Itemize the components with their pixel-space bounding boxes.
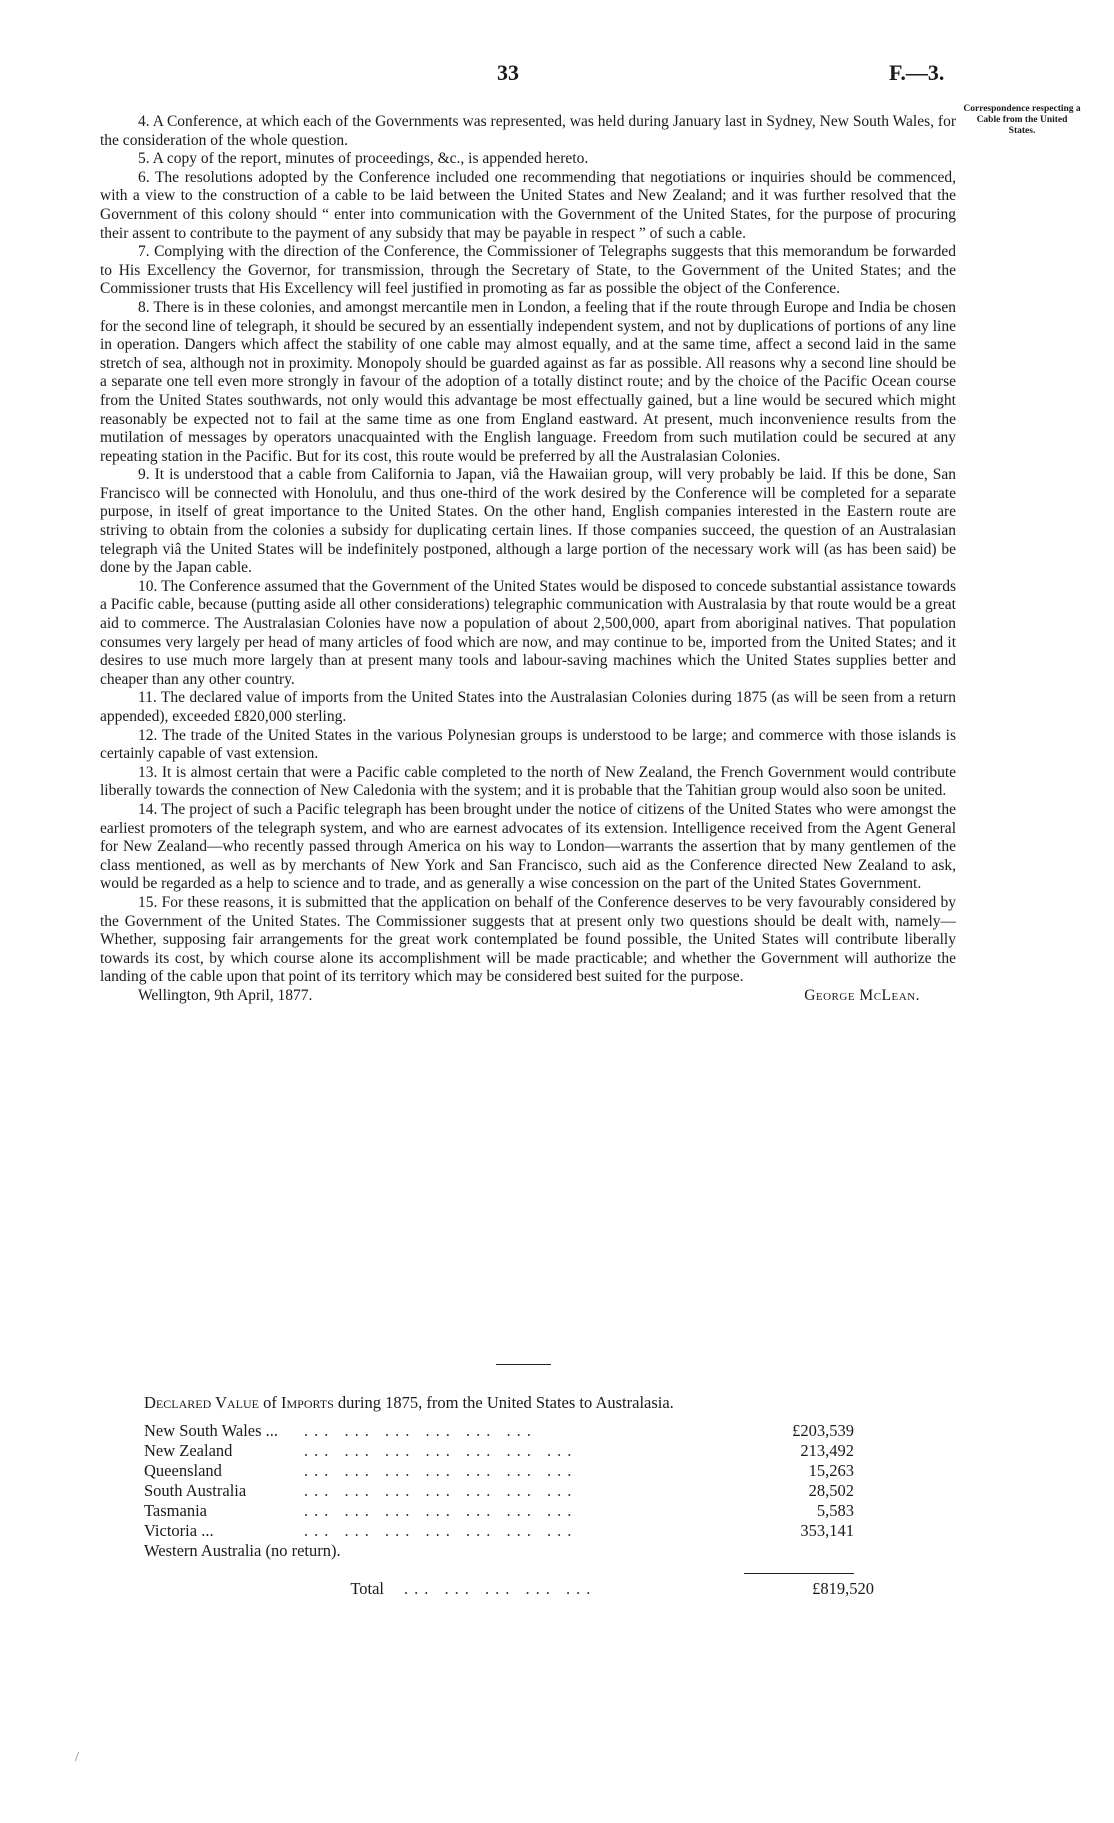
leader-dots: ... ... ... ... ... xyxy=(404,1579,597,1598)
table-title xyxy=(144,1393,924,1413)
table-title-part: Declared Value xyxy=(144,1393,259,1412)
paragraph-15: 15. For these reasons, it is submitted that the application on behalf of the Conference deserves to be very favourably considered by the Government of the United States. The Commissioner suggests that at present only two questions should be dealt with, namely—Whether, supposing fair arrangements for the great work contemplated be found possible, the United States will contribute liberally towards its cost, by which course alone its accomplishment will be made practicable; and whether the Government will authorize the landing of the cable upon that point of its territory which may be considered best suited for the purpose. xyxy=(100,893,956,986)
paragraph-10: 10. The Conference assumed that the Government of the United States would be disposed to concede substantial assistance towards a Pacific cable, because (putting aside all other considerations) telegraphic communication with Australasia by that route would be a great aid to commerce. The Australasian Colonies have now a population of about 2,500,000, apart from aboriginal natives. That population consumes very largely per head of many articles of food which are now, and may continue to be, imported from the United States; and it desires to use much more largely than at present many tools and labour-saving machines which the United States supplies better and cheaper than any other country. xyxy=(100,577,956,688)
leader-dots: ... ... ... ... ... ... ... xyxy=(304,1521,578,1540)
total-value: £819,520 xyxy=(812,1579,874,1598)
leader-dots: ... ... ... ... ... ... ... xyxy=(304,1481,578,1500)
table-row xyxy=(144,1481,924,1501)
colony-name: New South Wales ... xyxy=(144,1421,279,1440)
leader-dots: ... ... ... ... ... ... ... xyxy=(304,1461,578,1480)
table-title-part: during 1875, from the United States to Australasia. xyxy=(333,1393,674,1412)
total-rule xyxy=(744,1573,854,1574)
colony-name: South Australia xyxy=(144,1481,247,1500)
colony-name: Queensland xyxy=(144,1461,222,1480)
import-value: 5,583 xyxy=(816,1501,854,1520)
paragraph-4: 4. A Conference, at which each of the Governments was represented, was held during January last in Sydney, New South Wales, for the consideration of the whole question. xyxy=(100,113,956,149)
table-row xyxy=(144,1441,924,1461)
page-number: 33 xyxy=(497,60,519,85)
import-value: 213,492 xyxy=(800,1441,854,1460)
table-row xyxy=(144,1521,924,1541)
paragraph-7: 7. Complying with the direction of the Conference, the Commissioner of Telegraphs suggests that this memorandum be forwarded to His Excellency the Governor, for transmission, through the Secretary of State, to the Government of the United States; and the Commissioner trusts that His Excellency will feel justified in promoting as far as possible the object of the Conference. xyxy=(100,243,956,298)
paragraph-14: 14. The project of such a Pacific telegraph has been brought under the notice of citizens of the United States who were amongst the earliest promoters of the telegraph system, and who are earnest advocates of its extension. Intelligence received from the Agent General for New Zealand—who recently passed through America on his way to London—warrants the assertion that by many gentlemen of the class mentioned, as well as by merchants of New York and San Francisco, such aid as the Conference directed New Zealand to ask, would be regarded as a help to science and to trade, and as generally a wise concession on the part of the United States Government. xyxy=(100,800,956,893)
table-title-part: Imports xyxy=(280,1393,334,1412)
table-note: Western Australia (no return). xyxy=(144,1541,341,1560)
import-value: 353,141 xyxy=(800,1521,854,1540)
leader-dots: ... ... ... ... ... ... ... xyxy=(304,1441,578,1460)
paragraph-9: 9. It is understood that a cable from California to Japan, viâ the Hawaiian group, will very probably be laid. If this be done, San Francisco will be connected with Honolulu, and thus one-third of the work desired by the Conference will be completed for a separate purpose, in itself of great importance to the United States. On the other hand, English companies interested in the Eastern route are striving to obtain from the colonies a subsidy for duplicating certain lines. If those companies succeed, the question of an Australasian telegraph viâ the United States will be indefinitely postponed, although a large portion of the necessary work will (as has been said) be done by the Japan cable. xyxy=(100,466,956,577)
signoff xyxy=(100,987,956,1006)
signoff-place-date: Wellington, 9th April, 1877. xyxy=(138,986,313,1004)
paragraph-6: 6. The resolutions adopted by the Conference included one recommending that negotiations or inquiries should be commenced, with a view to the construction of a cable to be laid between the United States and New Zealand; and it was further resolved that the Government of this colony should “ enter into communication with the Government of the United States, for the purpose of procuring their assent to contribute to the payment of any subsidy that may be payable in respect ” of such a cable. xyxy=(100,168,956,242)
paragraph-13: 13. It is almost certain that were a Pacific cable completed to the north of New Zealand, the French Government would contribute liberally towards the connection of New Caledonia with the system; and it is probable that the Tahitian group would also soon be united. xyxy=(100,763,956,800)
table-row xyxy=(144,1421,924,1441)
paragraph-5: 5. A copy of the report, minutes of proceedings, &c., is appended hereto. xyxy=(138,150,589,168)
table-row xyxy=(144,1501,924,1521)
corner-mark: / xyxy=(75,1750,79,1765)
import-value: 28,502 xyxy=(808,1481,854,1500)
colony-name: Tasmania xyxy=(144,1501,207,1520)
signoff-author: George McLean. xyxy=(804,986,920,1004)
table-row xyxy=(144,1461,924,1481)
colony-name: New Zealand xyxy=(144,1441,233,1460)
margin-note: Correspondence respecting a Cable from the United States. xyxy=(963,104,1081,136)
import-value: £203,539 xyxy=(792,1421,854,1440)
document-reference: F.—3. xyxy=(889,60,945,85)
total-label: Total xyxy=(350,1579,384,1598)
leader-dots: ... ... ... ... ... ... ... xyxy=(304,1501,578,1520)
body-text xyxy=(100,113,956,1006)
table-title-part: of xyxy=(258,1393,281,1412)
paragraph-12: 12. The trade of the United States in the various Polynesian groups is understood to be large; and commerce with those islands is certainly capable of vast extension. xyxy=(100,726,956,763)
total-row xyxy=(144,1576,924,1602)
section-divider xyxy=(496,1364,551,1365)
import-value: 15,263 xyxy=(808,1461,854,1480)
colony-name: Victoria ... xyxy=(144,1521,214,1540)
imports-table xyxy=(144,1393,924,1602)
paragraph-8: 8. There is in these colonies, and amongst mercantile men in London, a feeling that if the route through Europe and India be chosen for the second line of telegraph, it should be secured by an essentially independent system, and not by duplications of portions of any line in operation. Dangers which affect the stability of one cable may almost equally, and at the same time, affect a second laid in the same stretch of sea, although not in proximity. Monopoly should be guarded against as far as possible. All reasons why a second line should be a separate one tell even more strongly in favour of the adoption of a totally distinct route; and by the choice of the Pacific Ocean course from the United States southwards, not only would this advantage be most effectually gained, but a line would be secured which might reasonably be expected not to fail at the same time as one from England eastward. At present, much inconvenience results from the mutilation of messages by operators unacquainted with the English language. Freedom from such mutilation could be secured at any repeating station in the Pacific. But for its cost, this route would be preferred by all the Australasian Colonies. xyxy=(100,298,956,465)
leader-dots: ... ... ... ... ... ... xyxy=(304,1421,537,1440)
paragraph-11: 11. The declared value of imports from the United States into the Australasian Colonies during 1875 (as will be seen from a return appended), exceeded £820,000 sterling. xyxy=(100,689,956,725)
